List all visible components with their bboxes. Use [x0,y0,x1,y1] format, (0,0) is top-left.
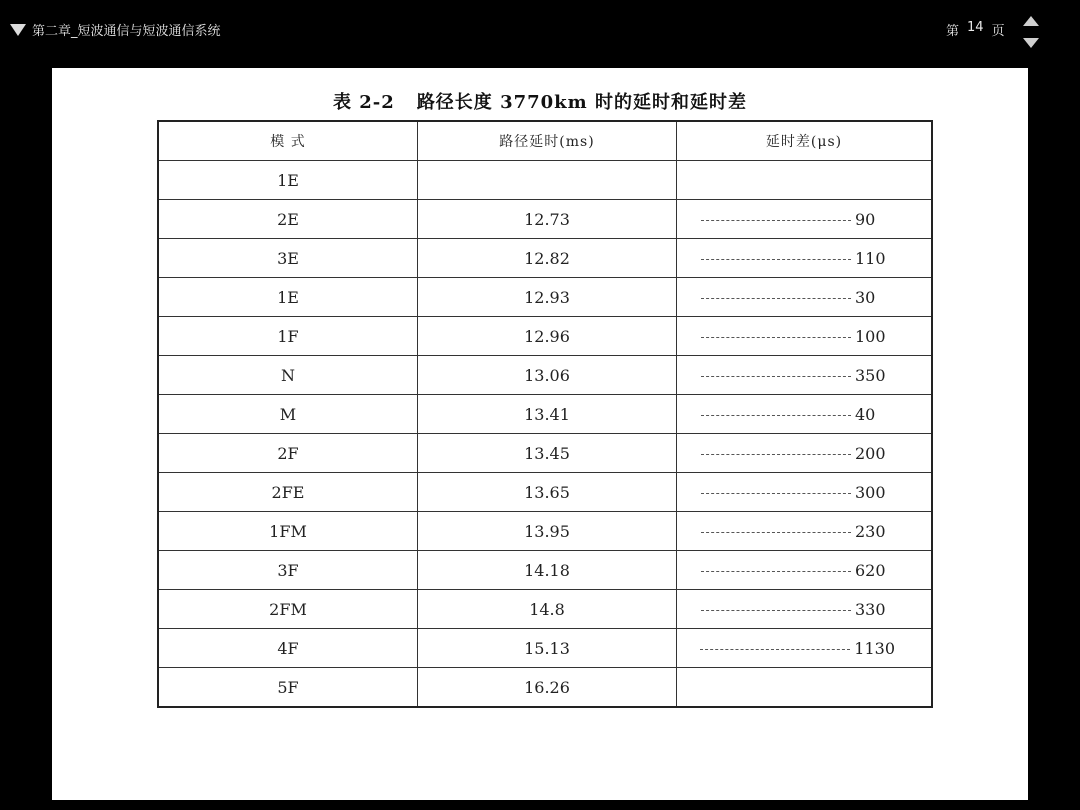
delay-difference-cell [677,317,933,356]
delay-difference-cell [677,512,933,551]
table-row [158,161,932,200]
path-delay-cell: 12.93 [418,278,677,317]
column-header-path-delay: 路径延时(ms) [418,121,677,161]
page-nav [1020,16,1042,48]
leader-dash-line [701,571,851,572]
page-indicator [946,20,1005,39]
mode-cell: 3F [158,551,418,590]
delay-difference-cell [677,395,933,434]
delay-difference-cell [677,434,933,473]
mode-cell: 1FM [158,512,418,551]
table-row [158,278,932,317]
table-row [158,200,932,239]
leader-dash-line [701,298,851,299]
table-caption [52,88,1028,114]
path-delay-cell: 14.8 [418,590,677,629]
mode-cell: N [158,356,418,395]
leader-dash-line [701,532,851,533]
delay-difference-value: 40 [855,404,876,424]
mode-cell: 1E [158,278,418,317]
delay-difference-value: 90 [855,209,876,229]
delay-difference-value: 230 [855,521,886,541]
previous-page-arrow-icon[interactable] [1023,16,1039,26]
table-row [158,239,932,278]
leader-dash-line [701,259,851,260]
mode-cell: 3E [158,239,418,278]
leader-dash-line [701,454,851,455]
path-delay-cell: 13.06 [418,356,677,395]
delay-difference-cell [677,590,933,629]
table-row [158,434,932,473]
delay-difference-cell [677,200,933,239]
breadcrumb[interactable] [10,20,221,39]
path-delay-cell: 15.13 [418,629,677,668]
table-row [158,668,932,708]
page-label-prefix: 第 [946,24,960,39]
document-page [52,68,1028,800]
delay-difference-value: 620 [855,560,886,580]
column-header-mode: 模 式 [158,121,418,161]
path-delay-cell [418,161,677,200]
leader-dash-line [700,649,850,650]
delay-difference-value: 100 [855,326,886,346]
mode-cell: 5F [158,668,418,708]
mode-cell: 2E [158,200,418,239]
mode-cell: M [158,395,418,434]
path-delay-cell: 13.41 [418,395,677,434]
leader-dash-line [701,610,851,611]
mode-cell: 4F [158,629,418,668]
mode-cell: 2FE [158,473,418,512]
mode-cell: 2FM [158,590,418,629]
table-row [158,590,932,629]
delay-difference-cell [677,551,933,590]
delay-difference-value: 200 [855,443,886,463]
delay-difference-cell [677,239,933,278]
table-number: 表 2-2 [333,92,395,113]
leader-dash-line [701,376,851,377]
leader-dash-line [701,220,851,221]
page-label-suffix: 页 [991,24,1005,39]
path-delay-cell: 13.45 [418,434,677,473]
leader-dash-line [701,493,851,494]
delay-difference-value: 1130 [854,638,895,658]
delay-difference-value: 300 [855,482,886,502]
delay-difference-value: 350 [855,365,886,385]
table-title: 路径长度 3770km 时的延时和延时差 [416,92,747,113]
path-delay-cell: 12.96 [418,317,677,356]
table-row [158,629,932,668]
path-delay-cell: 12.82 [418,239,677,278]
table-row [158,473,932,512]
table-row [158,356,932,395]
delay-difference-value: 110 [855,248,886,268]
delay-difference-value: 330 [855,599,886,619]
table-row [158,317,932,356]
mode-cell: 2F [158,434,418,473]
page-number: 14 [967,20,984,35]
table-body [158,161,932,708]
column-header-delay-difference: 延时差(μs) [677,121,933,161]
leader-dash-line [701,415,851,416]
viewer-toolbar [0,0,1080,62]
next-page-arrow-icon[interactable] [1023,38,1039,48]
chapter-title[interactable]: 第二章_短波通信与短波通信系统 [32,24,221,39]
mode-cell: 1E [158,161,418,200]
delay-difference-cell [677,356,933,395]
mode-cell: 1F [158,317,418,356]
table-row [158,512,932,551]
delay-table [157,120,933,708]
delay-difference-cell [677,473,933,512]
delay-difference-cell [677,161,933,200]
delay-difference-cell [677,278,933,317]
delay-difference-cell [677,629,933,668]
delay-difference-value: 30 [855,287,876,307]
path-delay-cell: 12.73 [418,200,677,239]
table-row [158,551,932,590]
path-delay-cell: 13.95 [418,512,677,551]
path-delay-cell: 16.26 [418,668,677,708]
collapse-triangle-icon[interactable] [10,24,26,36]
path-delay-cell: 13.65 [418,473,677,512]
delay-difference-cell [677,668,933,708]
path-delay-cell: 14.18 [418,551,677,590]
table-header-row [158,121,932,161]
table-row [158,395,932,434]
leader-dash-line [701,337,851,338]
